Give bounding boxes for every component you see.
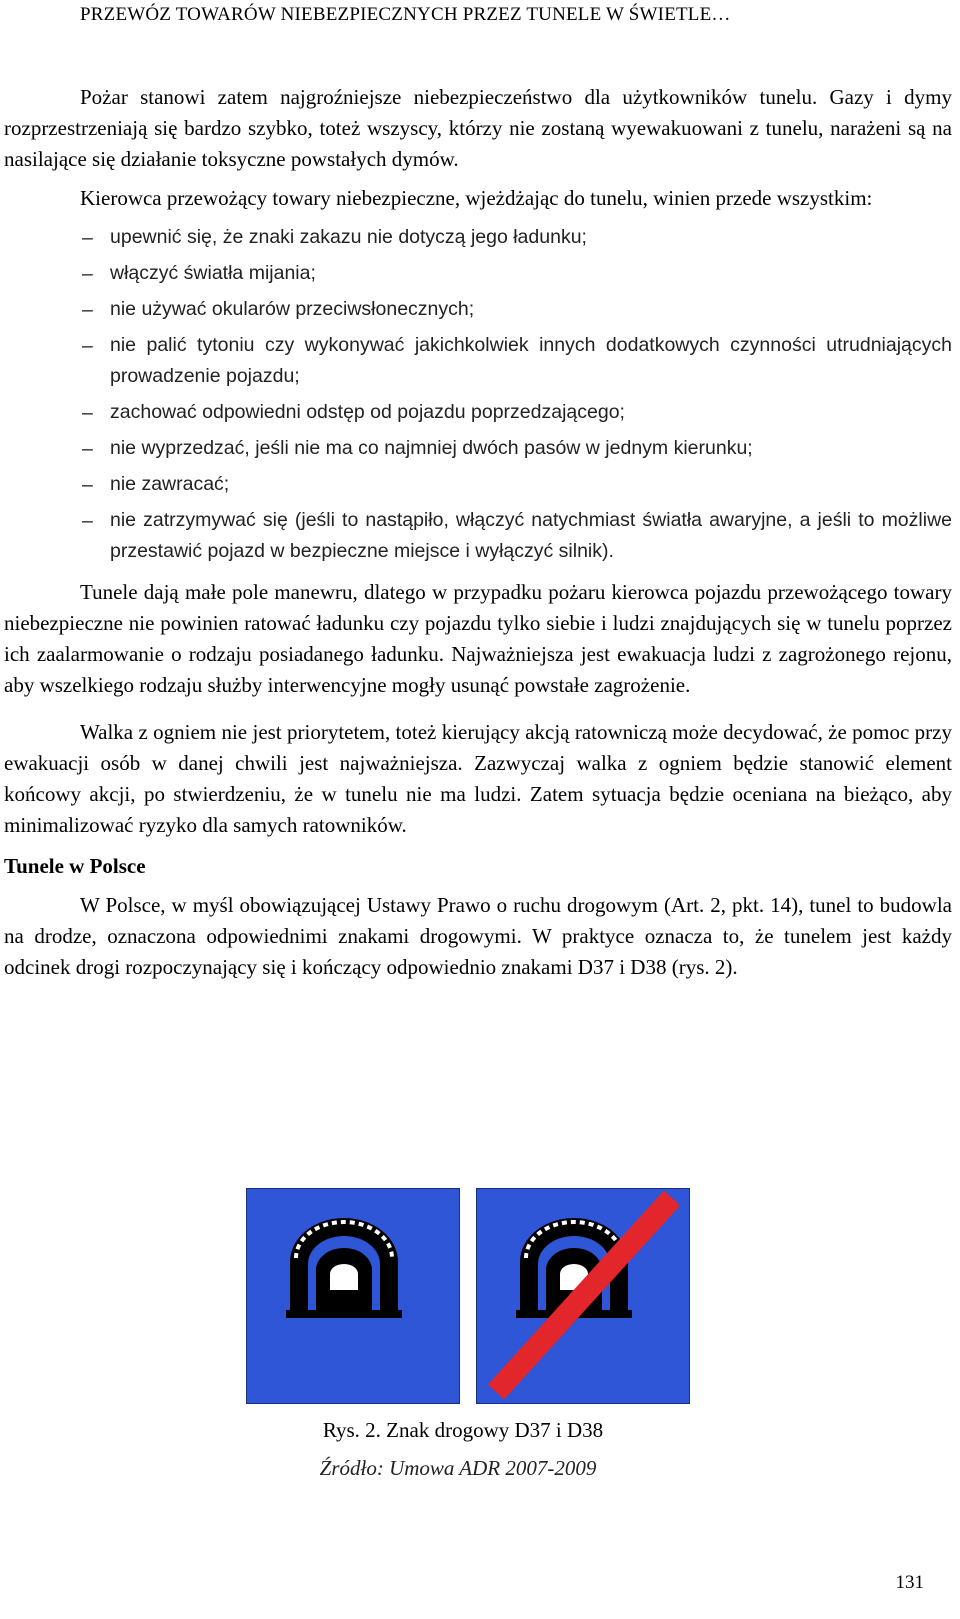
list-item [4, 397, 952, 428]
body-text [4, 82, 952, 999]
list-item-text: nie wyprzedzać, jeśli nie ma co najmniej dwóch pasów w jednym kierunku; [110, 437, 753, 459]
figure-source: Źródło: Umowa ADR 2007-2009 [319, 1456, 597, 1480]
tunnel-start-sign-d37 [246, 1188, 460, 1404]
paragraph: W Polsce, w myśl obowiązującej Ustawy Prawo o ruchu drogowym (Art. 2, pkt. 14), tunel to budowla na drodze, oznaczona odpowiednimi znakami drogowymi. W praktyce oznacza to, że tunelem jest każdy odcinek drogi rozpoczynający się i kończący odpowiednio znakami D37 i D38 (rys. 2). [4, 893, 952, 979]
dash-bullet: – [82, 227, 93, 249]
dash-bullet: – [82, 474, 93, 496]
dash-bullet: – [82, 510, 93, 532]
paragraph: Walka z ogniem nie jest priorytetem, toteż kierujący akcją ratowniczą może decydować, że pomoc przy ewakuacji osób w danej chwili jest najważniejsza. Zazwyczaj walka z ogniem będzie stanowić element końcowy akcji, po stwierdzeniu, że w tunelu nie ma ludzi. Zatem sytuacja będzie oceniana na bieżąco, aby minimalizować ryzyko dla samych ratowników. [4, 720, 952, 837]
paragraph: Tunele dają małe pole manewru, dlatego w przypadku pożaru kierowca pojazdu przewożącego towary niebezpieczne nie powinien ratować ładunku czy pojazdu tylko siebie i ludzi znajdujących się w tunelu poprzez ich zaalarmowanie o rodzaju posiadanego ładunku. Najważniejsza jest ewakuacja ludzi z zagrożonego rejonu, aby wszelkiego rodzaju służby interwencyjne mogły usunąć powstałe zagrożenie. [4, 580, 952, 697]
figure-caption: Rys. 2. Znak drogowy D37 i D38 [322, 1418, 604, 1442]
dash-bullet: – [82, 438, 93, 460]
paragraph: Pożar stanowi zatem najgroźniejsze niebezpieczeństwo dla użytkowników tunelu. Gazy i dymy rozprzestrzeniają się bardzo szybko, toteż wszyscy, którzy nie zostaną wyewakuowani z tunelu, narażeni są na nasilające się działanie toksyczne powstałych dymów. [4, 85, 952, 171]
list-item-text: nie używać okularów przeciwsłonecznych; [110, 298, 475, 320]
page-number: 131 [895, 1572, 924, 1593]
running-header: PRZEWÓZ TOWARÓW NIEBEZPIECZNYCH PRZEZ TUNELE W ŚWIETLE… [80, 4, 731, 25]
list-item-text: zachować odpowiedni odstęp od pojazdu poprzedzającego; [110, 401, 625, 423]
dash-bullet: – [82, 299, 93, 321]
paragraph: Kierowca przewożący towary niebezpieczne, wjeżdżając do tunelu, winien przede wszystkim: [80, 186, 873, 210]
section-heading: Tunele w Polsce [4, 854, 146, 878]
list-item-text: upewnić się, że znaki zakazu nie dotyczą jego ładunku; [110, 226, 587, 248]
list-item [4, 505, 952, 567]
list-item [4, 433, 952, 464]
dash-bullet: – [82, 263, 93, 285]
list-item-text: włączyć światła mijania; [110, 262, 316, 284]
list-item-text: nie palić tytoniu czy wykonywać jakichkolwiek innych dodatkowych czynności utrudniających prowadzenie pojazdu; [110, 334, 952, 387]
tunnel-icon [286, 1218, 402, 1318]
list-item [4, 294, 952, 325]
list-item-text: nie zawracać; [110, 473, 230, 495]
list-item [4, 469, 952, 500]
list-item [4, 222, 952, 253]
list-item [4, 330, 952, 392]
dash-bullet: – [82, 335, 93, 357]
driver-duties-list [4, 222, 952, 567]
dash-bullet: – [82, 402, 93, 424]
road-signs-figure [246, 1188, 686, 1406]
list-item-text: nie zatrzymywać się (jeśli to nastąpiło, włączyć natychmiast światła awaryjne, a jeśli to możliwe przestawić pojazd w bezpieczne miejsce i wyłączyć silnik). [110, 509, 952, 562]
list-item [4, 258, 952, 289]
tunnel-end-sign-d38 [476, 1188, 690, 1404]
